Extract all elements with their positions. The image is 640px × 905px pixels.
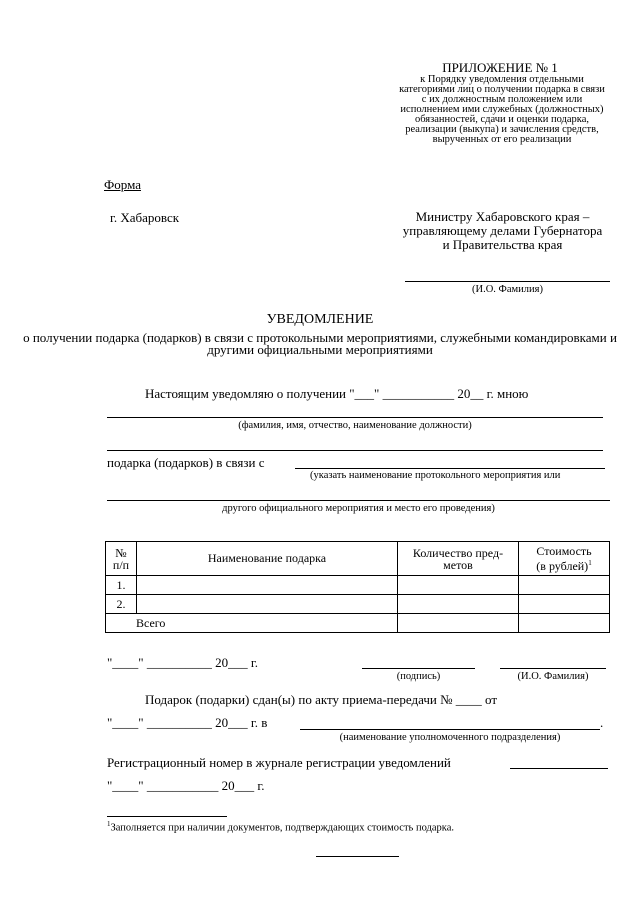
appendix-title: ПРИЛОЖЕНИЕ № 1 bbox=[442, 60, 558, 75]
col-cost-label: Стоимость (в рублей) bbox=[536, 544, 592, 573]
gift-qty-cell bbox=[398, 576, 519, 595]
dept-caption: (наименование уполномоченного подразделения) bbox=[339, 732, 561, 743]
date-line-3: "____" ___________ 20___ г. bbox=[107, 778, 265, 793]
table-header-row bbox=[106, 542, 610, 576]
name-caption: (фамилия, имя, отчество, наименование должности) bbox=[238, 420, 472, 431]
dept-line-dot: . bbox=[600, 715, 604, 730]
gift-name-cell bbox=[137, 576, 398, 595]
signature-caption: (подпись) bbox=[396, 671, 441, 682]
col-qty-header: Количество пред- метов bbox=[398, 542, 519, 576]
event-caption-2: другого официального мероприятия и место его проведения) bbox=[222, 503, 495, 514]
event-line bbox=[295, 468, 605, 469]
gift-cost-cell bbox=[519, 595, 610, 614]
total-cost-cell bbox=[519, 614, 610, 633]
table-total-row bbox=[106, 614, 610, 633]
appendix-text: к Порядку уведомления отдельными категориями лиц о получении подарка в связи с их должностным положением или исполнением ими служебных (должностных) обязанностей, сдачи и оценки подарка, реализации (выкупа) и зачисления средств, вырученных от его реализации bbox=[399, 74, 605, 145]
total-qty-cell bbox=[398, 614, 519, 633]
row-number: 2. bbox=[106, 595, 137, 614]
fio-line bbox=[500, 668, 606, 669]
signature-line bbox=[362, 668, 475, 669]
dept-line bbox=[300, 729, 600, 730]
table-row bbox=[106, 595, 610, 614]
row-number: 1. bbox=[106, 576, 137, 595]
name-line bbox=[107, 417, 603, 418]
event-line-2 bbox=[107, 500, 610, 501]
col-cost-header bbox=[519, 542, 610, 576]
fio-caption: (И.О. Фамилия) bbox=[517, 671, 589, 682]
document-subheading: о получении подарка (подарков) в связи с протокольными мероприятиями, служебными командировками и другими официальными мероприятиями bbox=[23, 330, 617, 357]
registration-number-line bbox=[510, 768, 608, 769]
handover-line: Подарок (подарки) сдан(ы) по акту приема-передачи № ____ от bbox=[145, 692, 498, 707]
registration-line: Регистрационный номер в журнале регистрации уведомлений bbox=[107, 755, 451, 770]
name-line-2 bbox=[107, 450, 603, 451]
cost-footnote-mark: 1 bbox=[588, 559, 592, 567]
event-caption-1: (указать наименование протокольного мероприятия или bbox=[310, 470, 561, 481]
gift-line: подарка (подарков) в связи с bbox=[107, 455, 265, 470]
gift-cost-cell bbox=[519, 576, 610, 595]
col-name-header: Наименование подарка bbox=[137, 542, 398, 576]
date-line-1: "____" __________ 20___ г. bbox=[107, 655, 258, 670]
gifts-table bbox=[105, 541, 610, 633]
col-num-header: № п/п bbox=[106, 542, 137, 576]
date-line-2: "____" __________ 20___ г. в bbox=[107, 715, 268, 730]
footnote bbox=[107, 820, 454, 834]
gift-qty-cell bbox=[398, 595, 519, 614]
table-row bbox=[106, 576, 610, 595]
city: г. Хабаровск bbox=[110, 210, 180, 225]
footnote-mark: 1 bbox=[107, 820, 111, 828]
addressee: Министру Хабаровского края – управляющему делами Губернатора и Правительства края bbox=[402, 209, 603, 252]
page-end-line bbox=[316, 856, 399, 857]
addressee-line bbox=[405, 281, 610, 282]
footnote-separator bbox=[107, 816, 227, 817]
total-label: Всего bbox=[106, 614, 398, 633]
footnote-text: Заполняется при наличии документов, подтверждающих стоимость подарка. bbox=[110, 822, 455, 834]
notify-line: Настоящим уведомляю о получении "___" ___________ 20__ г. мною bbox=[145, 386, 529, 401]
gift-name-cell bbox=[137, 595, 398, 614]
document-heading: УВЕДОМЛЕНИЕ bbox=[266, 312, 374, 327]
addressee-caption: (И.О. Фамилия) bbox=[472, 284, 543, 295]
form-label: Форма bbox=[104, 177, 141, 192]
